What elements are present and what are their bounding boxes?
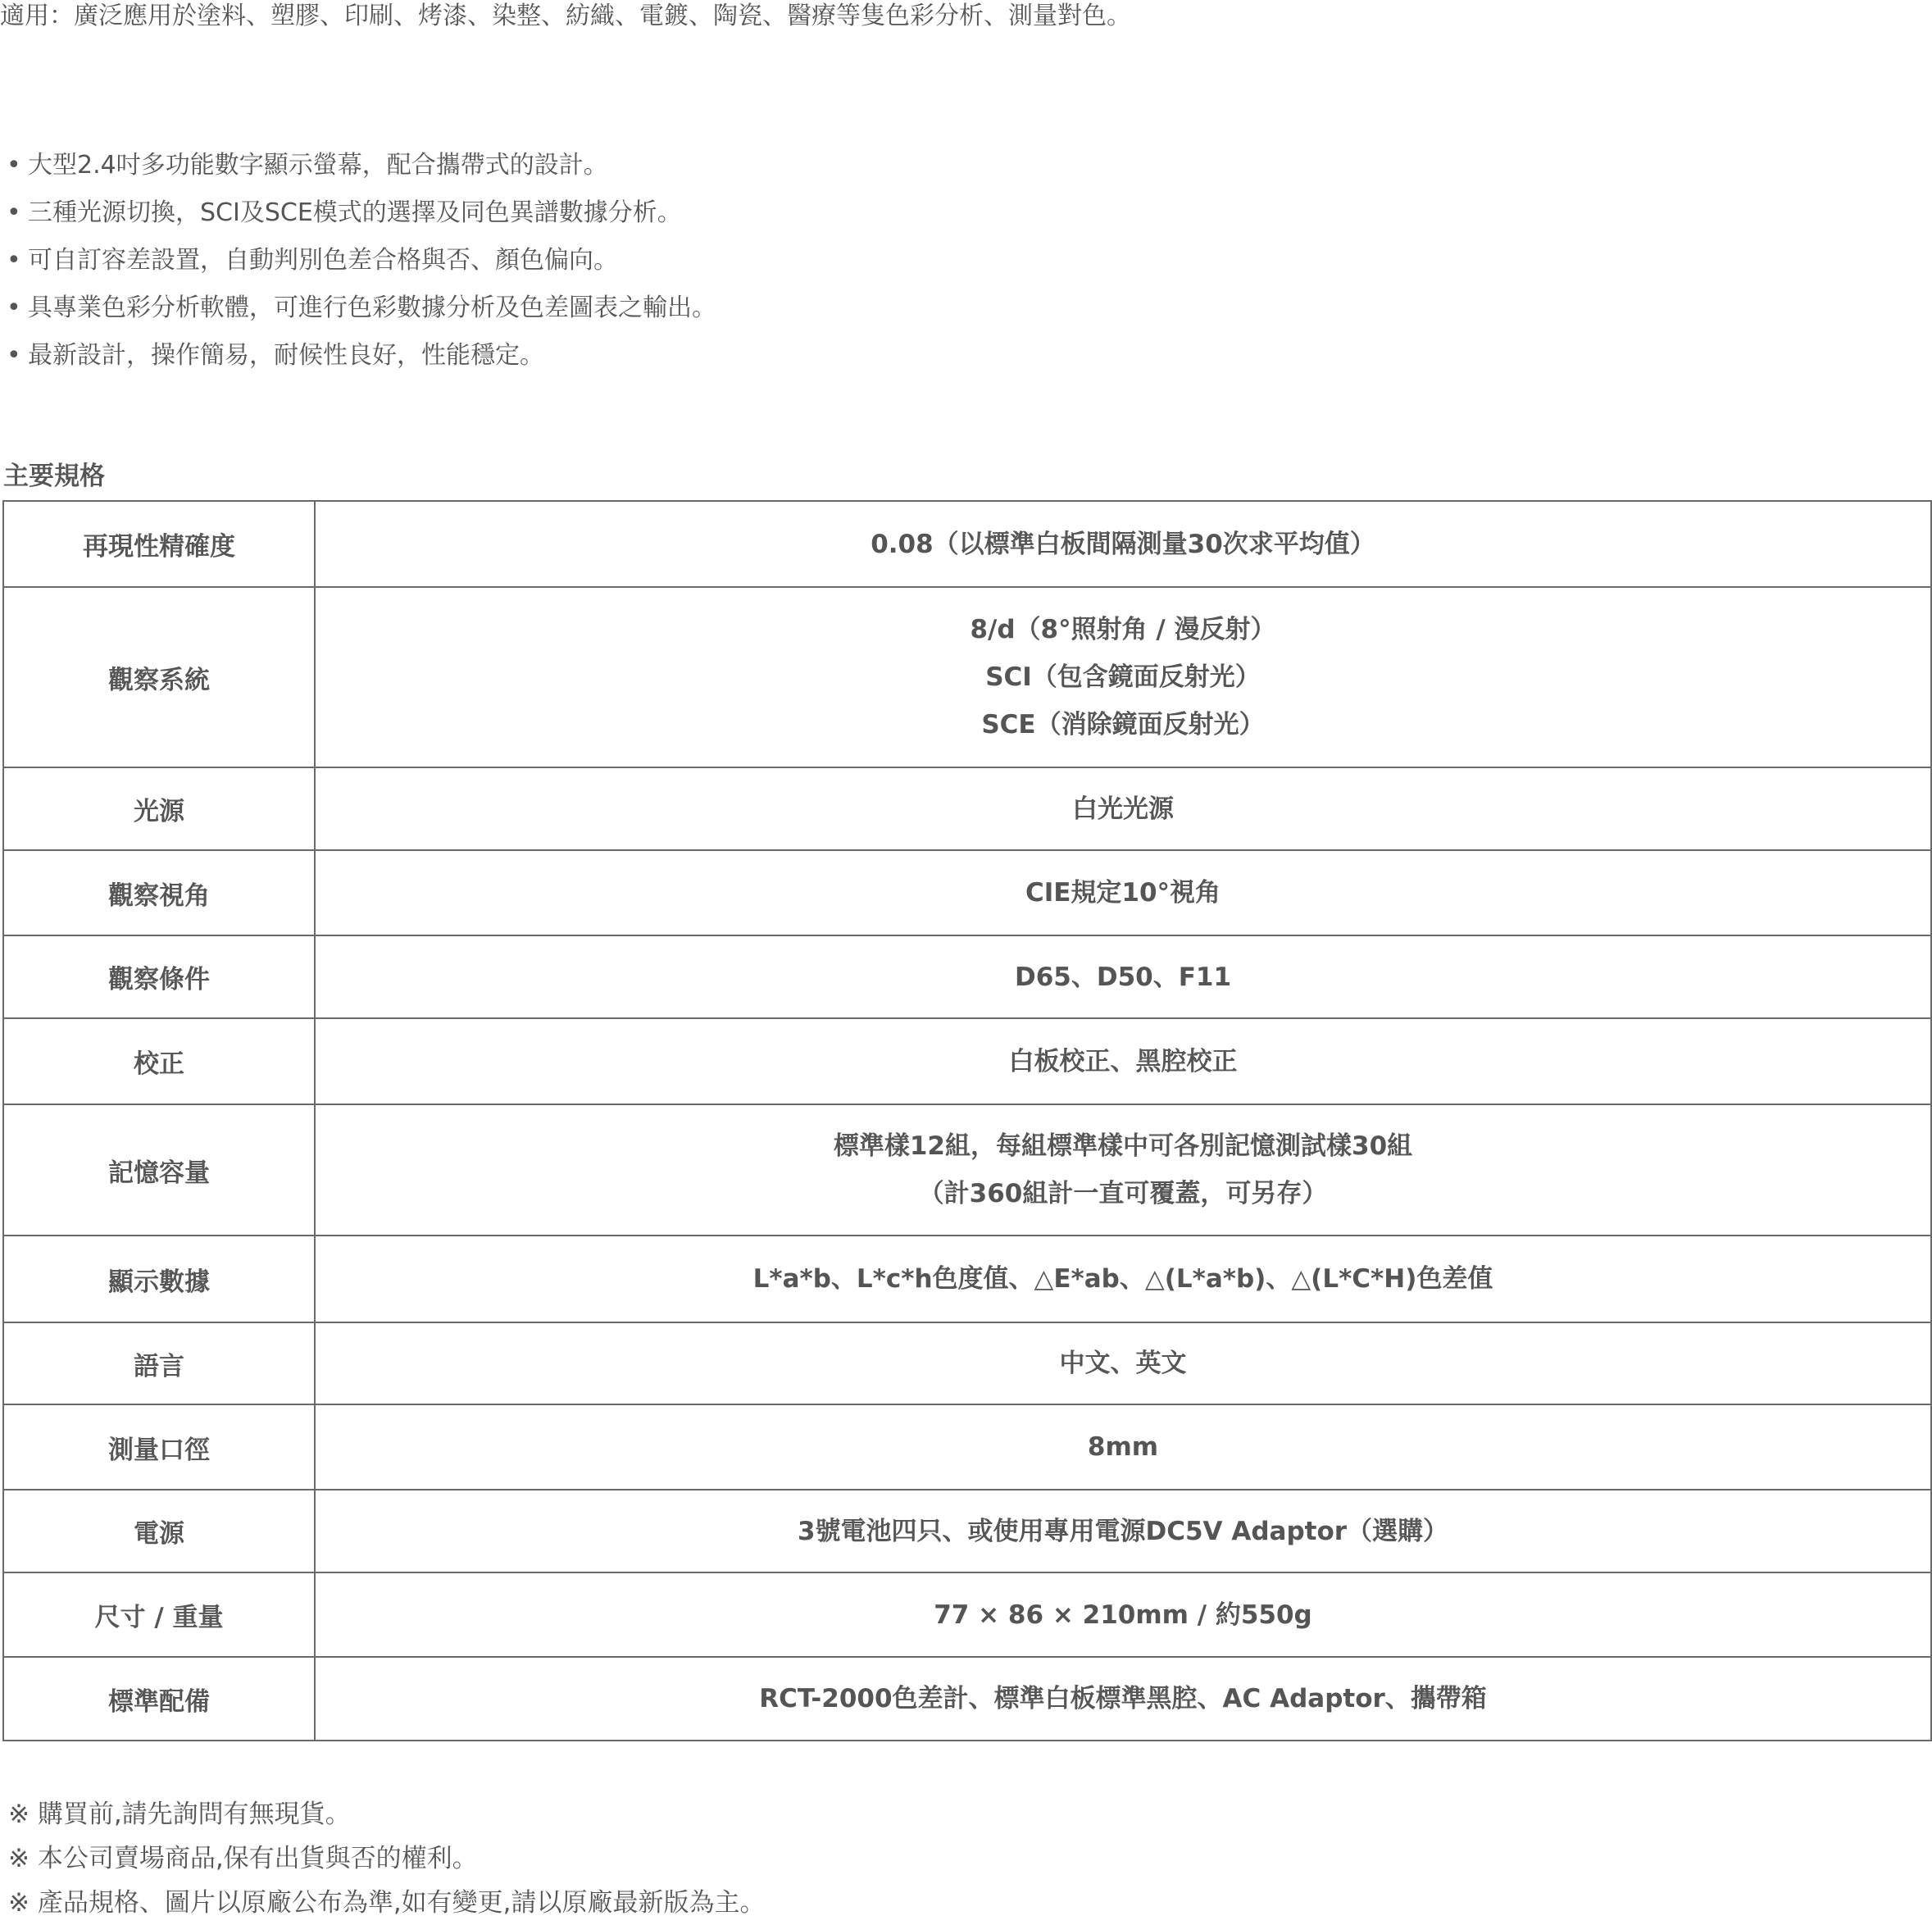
spec-label: 語言: [3, 1322, 315, 1404]
spec-row-viewing-angle: [3, 850, 1931, 935]
spec-value-line: 中文、英文: [1059, 1349, 1187, 1378]
spec-row-aperture: [3, 1404, 1931, 1490]
spec-value-line: 8/d（8°照射角 / 漫反射）: [970, 615, 1276, 644]
spec-value: [315, 587, 1931, 767]
spec-value: [315, 1322, 1931, 1404]
spec-value-line: 8mm: [1087, 1432, 1159, 1462]
applicable-text: 適用：廣泛應用於塗料、塑膠、印刷、烤漆、染整、紡織、電鍍、陶瓷、醫療等隻色彩分析、測量對色。: [0, 2, 1131, 30]
spec-row-power: [3, 1490, 1931, 1572]
spec-value-line: CIE規定10°視角: [1025, 878, 1221, 908]
feature-item: [7, 287, 716, 334]
spec-label: 光源: [3, 767, 315, 850]
spec-value: [315, 1104, 1931, 1236]
note-item: ※ 產品規格、圖片以原廠公布為準,如有變更,請以原廠最新版為主。: [8, 1888, 766, 1918]
bullet-icon: •: [7, 294, 21, 322]
spec-value: [315, 1236, 1931, 1322]
spec-label: 尺寸 / 重量: [3, 1572, 315, 1657]
spec-value: [315, 1404, 1931, 1490]
spec-label: 觀察條件: [3, 935, 315, 1018]
spec-value: [315, 1657, 1931, 1741]
spec-value-line: 3號電池四只、或使用專用電源DC5V Adaptor（選購）: [797, 1516, 1449, 1546]
feature-item: [7, 334, 716, 382]
note-item: ※ 購買前,請先詢問有無現貨。: [8, 1800, 351, 1829]
spec-value-line: 白板校正、黑腔校正: [1008, 1046, 1238, 1076]
spec-value: [315, 850, 1931, 935]
feature-text: 大型2.4吋多功能數字顯示螢幕，配合攜帶式的設計。: [28, 151, 608, 180]
bullet-icon: •: [7, 198, 21, 227]
spec-label: 觀察系統: [3, 587, 315, 767]
feature-text: 可自訂容差設置，自動判別色差合格與否、顏色偏向。: [28, 246, 618, 275]
spec-label: 觀察視角: [3, 850, 315, 935]
bullet-icon: •: [7, 246, 21, 275]
spec-value-line: SCE（消除鏡面反射光）: [981, 710, 1265, 740]
spec-value-line: RCT-2000色差計、標準白板標準黑腔、AC Adaptor、攜帶箱: [759, 1684, 1487, 1713]
spec-row-repeatability: [3, 501, 1931, 587]
feature-item: [7, 144, 716, 192]
spec-value: [315, 1572, 1931, 1657]
bullet-icon: •: [7, 151, 21, 180]
spec-value-line: L*a*b、L*c*h色度值、△E*ab、△(L*a*b)、△(L*C*H)色差值: [752, 1264, 1493, 1294]
spec-value-line: 標準樣12組，每組標準樣中可各別記憶測試樣30組: [833, 1131, 1413, 1161]
feature-text: 具專業色彩分析軟體，可進行色彩數據分析及色差圖表之輸出。: [28, 294, 716, 322]
spec-row-standard-equipment: [3, 1657, 1931, 1741]
feature-item: [7, 192, 716, 239]
feature-text: 最新設計，操作簡易，耐候性良好，性能穩定。: [28, 341, 544, 370]
spec-value-line: 77 × 86 × 210mm / 約550g: [934, 1600, 1312, 1630]
feature-item: [7, 239, 716, 287]
spec-row-observation-system: [3, 587, 1931, 767]
spec-value-line: 0.08（以標準白板間隔測量30次求平均值）: [871, 529, 1375, 559]
spec-value-line: （計360組計一直可覆蓋，可另存）: [918, 1179, 1328, 1208]
spec-row-memory: [3, 1104, 1931, 1236]
spec-value-line: 白光光源: [1072, 794, 1174, 824]
feature-text: 三種光源切換，SCI及SCE模式的選擇及同色異譜數據分析。: [28, 198, 682, 227]
spec-row-size-weight: [3, 1572, 1931, 1657]
spec-title: 主要規格: [3, 462, 105, 491]
spec-value-line: D65、D50、F11: [1014, 962, 1232, 992]
spec-value-line: SCI（包含鏡面反射光）: [985, 662, 1261, 692]
spec-row-light-source: [3, 767, 1931, 850]
spec-label: 標準配備: [3, 1657, 315, 1741]
spec-row-display-data: [3, 1236, 1931, 1322]
spec-label: 再現性精確度: [3, 501, 315, 587]
spec-row-language: [3, 1322, 1931, 1404]
spec-value: [315, 767, 1931, 850]
bullet-icon: •: [7, 341, 21, 370]
spec-row-calibration: [3, 1018, 1931, 1104]
spec-value: [315, 935, 1931, 1018]
spec-table: [2, 500, 1932, 1741]
notes-list: [8, 1792, 766, 1925]
spec-label: 記憶容量: [3, 1104, 315, 1236]
spec-value: [315, 1018, 1931, 1104]
spec-label: 校正: [3, 1018, 315, 1104]
spec-value: [315, 1490, 1931, 1572]
spec-row-illuminants: [3, 935, 1931, 1018]
spec-label: 測量口徑: [3, 1404, 315, 1490]
spec-value: [315, 501, 1931, 587]
feature-list: [7, 144, 716, 382]
spec-label: 電源: [3, 1490, 315, 1572]
spec-label: 顯示數據: [3, 1236, 315, 1322]
note-item: ※ 本公司賣場商品,保有出貨與否的權利。: [8, 1844, 478, 1873]
